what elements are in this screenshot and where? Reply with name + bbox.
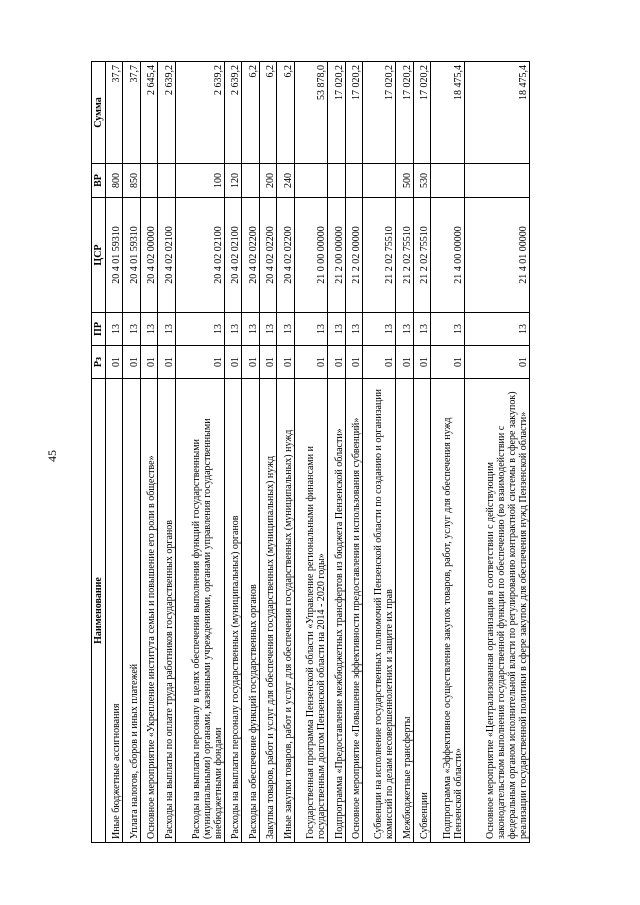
cell-pr: 13 [140,313,157,346]
table-row [225,62,242,843]
cell-sum: 18 475,4 [431,62,464,164]
cell-rz: 01 [277,346,294,379]
cell-sum: 6,2 [242,62,259,164]
cell-name: Расходы на выплаты персоналу в целях обеспечения выполнения функций государственными (муниципальными) органами, казенными учреждениями, органами управления государственными внебюджетными фондами [175,379,224,843]
cell-vr: 530 [413,164,430,198]
cell-rz: 01 [431,346,464,379]
cell-pr: 13 [242,313,259,346]
cell-csr: 20 4 02 00000 [140,198,157,313]
cell-csr: 21 4 01 00000 [464,198,529,313]
cell-name: Межбюджетные трансферты [396,379,413,843]
cell-rz: 01 [396,346,413,379]
table-row [345,62,362,843]
cell-name: Основное мероприятие «Централизованная организация в соответствии с действующим законодательством выполнения государственной функции по обеспечению (во взаимодействии с федеральным органом исполнительной власти по регулированию контрактной системы в сфере закупок) реализации государственной политики в сфере закупок для обеспечения нужд Пензенской области» [464,379,529,843]
table-header-row [92,62,106,843]
cell-rz: 01 [175,346,224,379]
cell-sum: 17 020,2 [396,62,413,164]
cell-rz: 01 [158,346,175,379]
cell-rz: 01 [413,346,430,379]
cell-name: Основное мероприятие «Повышение эффективности предоставления и использования субвенций» [345,379,362,843]
cell-csr: 20 4 02 02200 [242,198,259,313]
cell-pr: 13 [345,313,362,346]
cell-name: Государственная программа Пензенской области «Управление региональными финансами и государственным долгом Пензенской области на 2014 - 2020 годы» [294,379,327,843]
table-row [158,62,175,843]
cell-name: Субвенции [413,379,430,843]
cell-name: Подпрограмма «Предоставление межбюджетных трансфертов из бюджета Пензенской области» [328,379,345,843]
cell-vr: 240 [277,164,294,198]
cell-csr: 21 2 02 75510 [362,198,395,313]
cell-name: Расходы на обеспечение функций государственных органов [242,379,259,843]
page-number: 45 [45,450,59,462]
cell-pr: 13 [225,313,242,346]
cell-pr: 13 [396,313,413,346]
table-row [242,62,259,843]
cell-pr: 13 [362,313,395,346]
cell-csr: 21 2 02 75510 [413,198,430,313]
cell-vr: 850 [123,164,140,198]
table-row [413,62,430,843]
cell-vr [140,164,157,198]
cell-csr: 20 4 01 59310 [123,198,140,313]
cell-pr: 13 [106,313,123,346]
table-row [123,62,140,843]
cell-rz: 01 [225,346,242,379]
cell-sum: 17 020,2 [413,62,430,164]
header-vr: ВР [92,164,106,198]
cell-rz: 01 [362,346,395,379]
table-row [277,62,294,843]
cell-sum: 2 645,4 [140,62,157,164]
cell-pr: 13 [431,313,464,346]
cell-csr: 20 4 02 02200 [277,198,294,313]
table-row [140,62,157,843]
cell-vr: 500 [396,164,413,198]
cell-sum: 17 020,2 [345,62,362,164]
cell-vr [464,164,529,198]
header-rz: Рз [92,346,106,379]
cell-csr: 20 4 02 02100 [225,198,242,313]
cell-sum: 17 020,2 [362,62,395,164]
cell-vr [431,164,464,198]
cell-name: Расходы на выплаты персоналу государственных (муниципальных) органов [225,379,242,843]
cell-sum: 2 639,2 [175,62,224,164]
header-sum: Сумма [92,62,106,164]
cell-rz: 01 [140,346,157,379]
table-row [294,62,327,843]
cell-sum: 53 878,0 [294,62,327,164]
rotated-table-frame [91,62,530,843]
cell-name: Расходы на выплаты по оплате труда работников государственных органов [158,379,175,843]
cell-pr: 13 [259,313,276,346]
table-row [396,62,413,843]
cell-vr [242,164,259,198]
cell-sum: 17 020,2 [328,62,345,164]
cell-name: Субвенции на исполнение государственных полномочий Пензенской области по созданию и организации комиссий по делам несовершеннолетних и защите их прав [362,379,395,843]
cell-sum: 6,2 [277,62,294,164]
cell-name: Иные бюджетные ассигнования [106,379,123,843]
cell-vr: 120 [225,164,242,198]
cell-rz: 01 [106,346,123,379]
cell-rz: 01 [464,346,529,379]
cell-csr: 20 4 01 59310 [106,198,123,313]
cell-rz: 01 [345,346,362,379]
cell-pr: 13 [464,313,529,346]
cell-sum: 37,7 [123,62,140,164]
cell-name: Основное мероприятие «Укрепление института семьи и повышение его роли в обществе» [140,379,157,843]
cell-csr: 21 2 00 00000 [328,198,345,313]
cell-rz: 01 [123,346,140,379]
header-pr: ПР [92,313,106,346]
cell-pr: 13 [158,313,175,346]
cell-rz: 01 [328,346,345,379]
cell-vr: 100 [175,164,224,198]
cell-pr: 13 [175,313,224,346]
cell-vr [158,164,175,198]
cell-vr: 800 [106,164,123,198]
cell-rz: 01 [294,346,327,379]
cell-pr: 13 [294,313,327,346]
cell-rz: 01 [242,346,259,379]
cell-name: Подпрограмма «Эффективное осуществление закупок товаров, работ, услуг для обеспечения нужд Пензенской области» [431,379,464,843]
cell-pr: 13 [328,313,345,346]
table-row [464,62,529,843]
cell-vr [328,164,345,198]
cell-vr [362,164,395,198]
cell-csr: 20 4 02 02200 [259,198,276,313]
cell-csr: 21 2 02 00000 [345,198,362,313]
cell-sum: 2 639,2 [158,62,175,164]
budget-table [91,61,530,843]
table-row [431,62,464,843]
header-name: Наименование [92,379,106,843]
cell-name: Закупка товаров, работ и услуг для обеспечения государственных (муниципальных) нужд [259,379,276,843]
cell-vr: 200 [259,164,276,198]
cell-name: Иные закупки товаров, работ и услуг для обеспечения государственных (муниципальных) нужд [277,379,294,843]
table-row [175,62,224,843]
cell-sum: 2 639,2 [225,62,242,164]
table-row [362,62,395,843]
cell-rz: 01 [259,346,276,379]
cell-csr: 20 4 02 02100 [158,198,175,313]
table-row [259,62,276,843]
cell-sum: 18 475,4 [464,62,529,164]
cell-csr: 21 0 00 00000 [294,198,327,313]
table-row [328,62,345,843]
cell-sum: 6,2 [259,62,276,164]
cell-csr: 21 2 02 75510 [396,198,413,313]
cell-name: Уплата налогов, сборов и иных платежей [123,379,140,843]
cell-sum: 37,7 [106,62,123,164]
cell-pr: 13 [413,313,430,346]
cell-vr [294,164,327,198]
header-csr: ЦСР [92,198,106,313]
cell-vr [345,164,362,198]
cell-csr: 20 4 02 02100 [175,198,224,313]
budget-table-container [91,62,530,843]
cell-pr: 13 [123,313,140,346]
table-row [106,62,123,843]
cell-pr: 13 [277,313,294,346]
cell-csr: 21 4 00 00000 [431,198,464,313]
